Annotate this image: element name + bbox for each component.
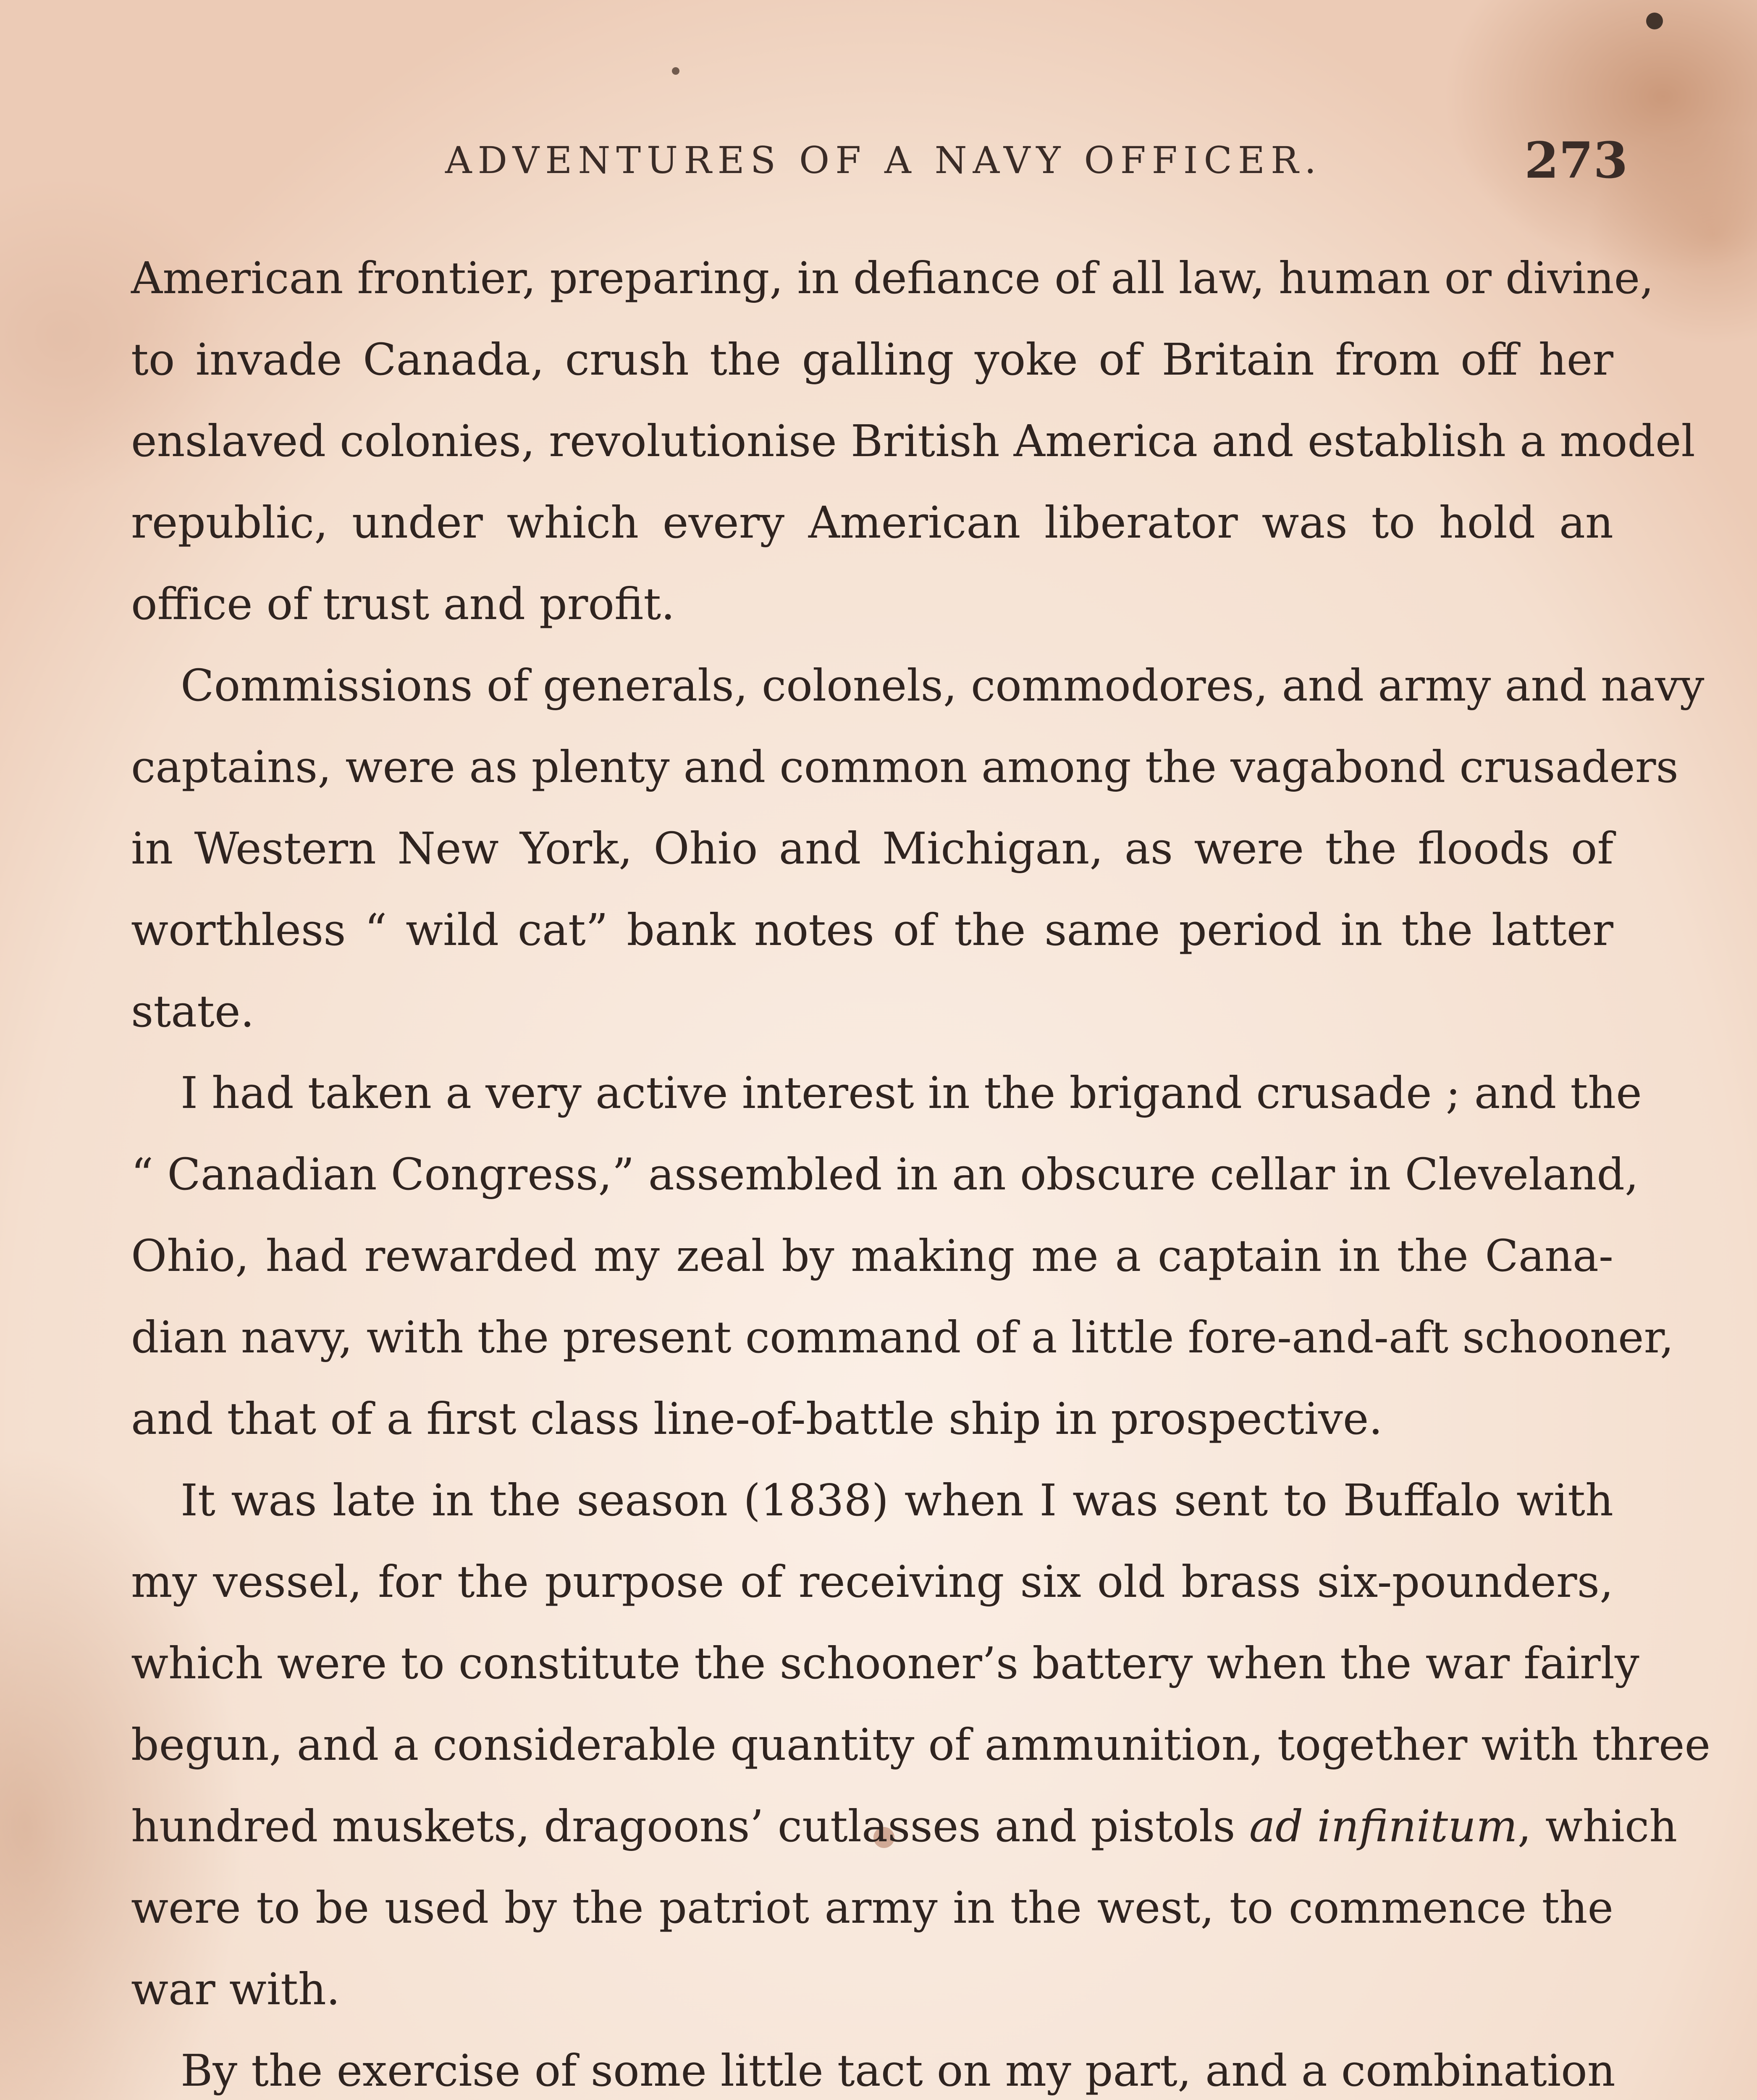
- ink-stain: [672, 67, 679, 75]
- paragraph-2: [131, 645, 1705, 1052]
- text-line: which were to constitute the schooner’s battery when the war fairly: [131, 1638, 1639, 1689]
- text-line: Ohio, had rewarded my zeal by making me a captain in the Cana-: [131, 1230, 1613, 1281]
- text-line: and that of a first class line-of-battle ship in prospective.: [131, 1393, 1383, 1444]
- text-line: in Western New York, Ohio and Michigan, as were the floods of: [131, 823, 1613, 874]
- ink-stain: [1646, 13, 1663, 29]
- paragraph-4: [131, 1460, 1711, 2030]
- text-line: republic, under which every American liberator was to hold an: [131, 497, 1613, 548]
- text-line: state.: [131, 986, 254, 1037]
- body-text: [131, 237, 1711, 2100]
- paragraph-1: [131, 237, 1695, 645]
- text-line: war with.: [131, 1964, 340, 2015]
- text-line: my vessel, for the purpose of receiving six old brass six-pounders,: [131, 1556, 1613, 1607]
- text-line: were to be used by the patriot army in the west, to commence the: [131, 1882, 1613, 1933]
- page-number: 273: [1524, 131, 1628, 189]
- text-line: hundred muskets, dragoons’ cutlasses and pistols ad infinitum, which: [131, 1801, 1678, 1852]
- text-line: I had taken a very active interest in the brigand crusade ; and the: [181, 1067, 1642, 1118]
- text-line: begun, and a considerable quantity of ammunition, together with three: [131, 1719, 1711, 1770]
- paragraph-5: [131, 2030, 1613, 2100]
- text-line: worthless “ wild cat” bank notes of the same period in the latter: [131, 904, 1613, 956]
- text-line: enslaved colonies, revolutionise British America and establish a model: [131, 415, 1695, 467]
- text-line: “ Canadian Congress,” assembled in an obscure cellar in Cleveland,: [131, 1149, 1639, 1200]
- paragraph-3: [131, 1052, 1674, 1460]
- text-line: By the exercise of some little tact on my part, and a combination: [181, 2045, 1615, 2096]
- text-line: Commissions of generals, colonels, commodores, and army and navy: [181, 660, 1705, 711]
- latin-phrase: ad infinitum: [1249, 1801, 1518, 1852]
- running-title: ADVENTURES OF A NAVY OFFICER.: [445, 139, 1322, 182]
- text-line: dian navy, with the present command of a little fore-and-aft schooner,: [131, 1312, 1674, 1363]
- text-line: American frontier, preparing, in defiance of all law, human or divine,: [131, 252, 1654, 304]
- text-line: It was late in the season (1838) when I was sent to Buffalo with: [181, 1475, 1613, 1526]
- text-line: to invade Canada, crush the galling yoke of Britain from off her: [131, 334, 1613, 385]
- text-line: captains, were as plenty and common among the vagabond crusaders: [131, 741, 1678, 793]
- text-line: office of trust and profit.: [131, 578, 675, 630]
